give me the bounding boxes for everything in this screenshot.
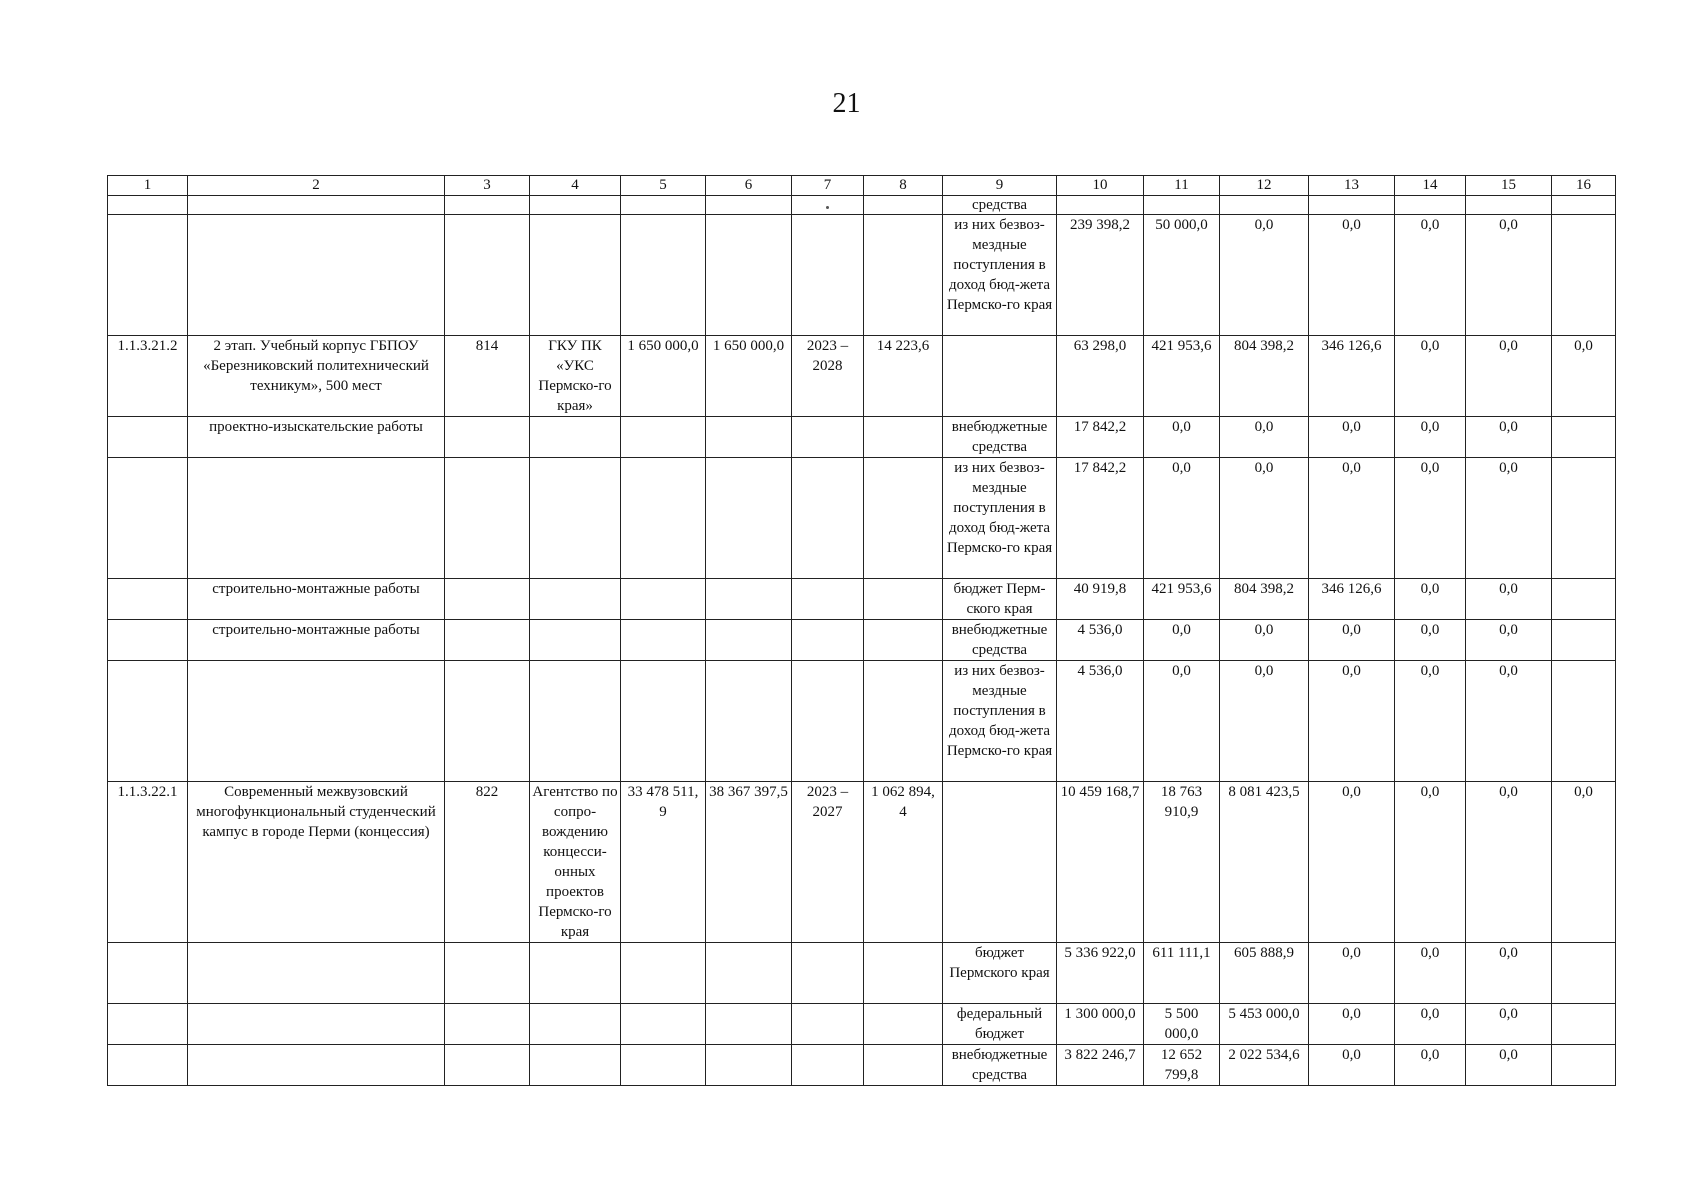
funding-source-cell: бюджет Пермского края	[943, 943, 1057, 1004]
column-header: 5	[621, 176, 706, 196]
amount-cell: 10 459 168,7	[1057, 782, 1144, 943]
responsible-cell: Агентство по сопро-вождению концесси-онных проектов Пермско-го края	[530, 782, 621, 943]
amount-cell: 4 536,0	[1057, 661, 1144, 782]
amount-cell: 0,0	[1395, 417, 1466, 458]
period-cell: 2023 – 2027	[792, 782, 864, 943]
amount-cell: 346 126,6	[1309, 336, 1395, 417]
amount-cell	[1466, 196, 1552, 215]
period-cell	[792, 661, 864, 782]
amount-cell: 63 298,0	[1057, 336, 1144, 417]
amount-cell	[1144, 196, 1220, 215]
code-cell: 814	[445, 336, 530, 417]
item-name-cell	[188, 215, 445, 336]
total-cost-cell	[706, 215, 792, 336]
responsible-cell	[530, 215, 621, 336]
total-cost-cell	[706, 620, 792, 661]
cost-cell	[621, 458, 706, 579]
total-cost-cell: 38 367 397,5	[706, 782, 792, 943]
period-cell	[792, 579, 864, 620]
amount-cell: 0,0	[1144, 620, 1220, 661]
amount-cell: 0,0	[1466, 1004, 1552, 1045]
amount-cell: 17 842,2	[1057, 458, 1144, 579]
responsible-cell: ГКУ ПК «УКС Пермско-го края»	[530, 336, 621, 417]
item-name-cell: строительно-монтажные работы	[188, 620, 445, 661]
amount-cell: 0,0	[1220, 417, 1309, 458]
amount-cell: 0,0	[1220, 661, 1309, 782]
amount-cell	[1552, 458, 1616, 579]
cost-cell: 1 650 000,0	[621, 336, 706, 417]
row-number-cell	[108, 943, 188, 1004]
amount-cell: 0,0	[1552, 782, 1616, 943]
table-row	[108, 215, 1616, 336]
funding-source-cell: средства	[943, 196, 1057, 215]
column-header: 11	[1144, 176, 1220, 196]
item-name-cell: строительно-монтажные работы	[188, 579, 445, 620]
table-row	[108, 336, 1616, 417]
funding-source-cell	[943, 782, 1057, 943]
funding-source-cell: из них безвоз-мездные поступления в доход бюд-жета Пермско-го края	[943, 215, 1057, 336]
column-header: 2	[188, 176, 445, 196]
spent-cell	[864, 661, 943, 782]
period-cell	[792, 196, 864, 215]
item-name-cell	[188, 661, 445, 782]
amount-cell: 0,0	[1395, 336, 1466, 417]
amount-cell: 0,0	[1309, 661, 1395, 782]
amount-cell: 0,0	[1309, 215, 1395, 336]
period-cell	[792, 1004, 864, 1045]
amount-cell	[1309, 196, 1395, 215]
code-cell	[445, 661, 530, 782]
amount-cell: 0,0	[1395, 1045, 1466, 1086]
funding-source-cell	[943, 336, 1057, 417]
spent-cell	[864, 215, 943, 336]
responsible-cell	[530, 417, 621, 458]
row-number-cell: 1.1.3.22.1	[108, 782, 188, 943]
dot-mark	[826, 206, 829, 209]
period-cell	[792, 620, 864, 661]
budget-table	[107, 175, 1616, 1086]
code-cell	[445, 1004, 530, 1045]
table-row	[108, 661, 1616, 782]
table-row	[108, 620, 1616, 661]
amount-cell: 0,0	[1395, 579, 1466, 620]
spent-cell	[864, 620, 943, 661]
amount-cell: 0,0	[1220, 458, 1309, 579]
amount-cell: 17 842,2	[1057, 417, 1144, 458]
funding-source-cell: из них безвоз-мездные поступления в доход бюд-жета Пермско-го края	[943, 458, 1057, 579]
amount-cell: 0,0	[1395, 458, 1466, 579]
amount-cell: 18 763 910,9	[1144, 782, 1220, 943]
amount-cell: 1 300 000,0	[1057, 1004, 1144, 1045]
amount-cell: 8 081 423,5	[1220, 782, 1309, 943]
responsible-cell	[530, 661, 621, 782]
cost-cell	[621, 579, 706, 620]
responsible-cell	[530, 943, 621, 1004]
amount-cell: 0,0	[1220, 215, 1309, 336]
code-cell	[445, 620, 530, 661]
amount-cell: 0,0	[1220, 620, 1309, 661]
funding-source-cell: бюджет Перм-ского края	[943, 579, 1057, 620]
column-header: 13	[1309, 176, 1395, 196]
amount-cell: 804 398,2	[1220, 336, 1309, 417]
cost-cell	[621, 1004, 706, 1045]
amount-cell: 40 919,8	[1057, 579, 1144, 620]
code-cell	[445, 215, 530, 336]
period-cell	[792, 215, 864, 336]
column-header: 12	[1220, 176, 1309, 196]
amount-cell	[1552, 215, 1616, 336]
amount-cell: 0,0	[1395, 620, 1466, 661]
column-header: 10	[1057, 176, 1144, 196]
cost-cell	[621, 943, 706, 1004]
spent-cell	[864, 1004, 943, 1045]
cost-cell	[621, 1045, 706, 1086]
table-row	[108, 943, 1616, 1004]
amount-cell	[1552, 943, 1616, 1004]
spent-cell	[864, 579, 943, 620]
amount-cell: 0,0	[1466, 661, 1552, 782]
funding-source-cell: внебюджетные средства	[943, 417, 1057, 458]
total-cost-cell: 1 650 000,0	[706, 336, 792, 417]
responsible-cell	[530, 196, 621, 215]
amount-cell: 0,0	[1395, 1004, 1466, 1045]
total-cost-cell	[706, 196, 792, 215]
amount-cell	[1220, 196, 1309, 215]
spent-cell	[864, 1045, 943, 1086]
column-header: 14	[1395, 176, 1466, 196]
total-cost-cell	[706, 943, 792, 1004]
item-name-cell	[188, 1045, 445, 1086]
amount-cell: 0,0	[1466, 620, 1552, 661]
item-name-cell: проектно-изыскательские работы	[188, 417, 445, 458]
amount-cell	[1552, 661, 1616, 782]
cost-cell	[621, 215, 706, 336]
column-header: 4	[530, 176, 621, 196]
period-cell	[792, 458, 864, 579]
funding-source-cell: федеральный бюджет	[943, 1004, 1057, 1045]
amount-cell: 0,0	[1309, 458, 1395, 579]
row-number-cell: 1.1.3.21.2	[108, 336, 188, 417]
table-row	[108, 782, 1616, 943]
code-cell	[445, 196, 530, 215]
amount-cell: 0,0	[1309, 1045, 1395, 1086]
amount-cell: 0,0	[1552, 336, 1616, 417]
period-cell	[792, 417, 864, 458]
cost-cell	[621, 620, 706, 661]
column-header: 9	[943, 176, 1057, 196]
item-name-cell	[188, 196, 445, 215]
amount-cell: 0,0	[1466, 943, 1552, 1004]
funding-source-cell: из них безвоз-мездные поступления в доход бюд-жета Пермско-го края	[943, 661, 1057, 782]
row-number-cell	[108, 1045, 188, 1086]
amount-cell: 0,0	[1466, 417, 1552, 458]
row-number-cell	[108, 661, 188, 782]
code-cell	[445, 417, 530, 458]
amount-cell: 0,0	[1466, 336, 1552, 417]
amount-cell: 0,0	[1144, 417, 1220, 458]
amount-cell: 0,0	[1466, 782, 1552, 943]
column-header: 1	[108, 176, 188, 196]
amount-cell: 0,0	[1395, 782, 1466, 943]
code-cell	[445, 458, 530, 579]
amount-cell: 0,0	[1309, 943, 1395, 1004]
total-cost-cell	[706, 458, 792, 579]
amount-cell: 0,0	[1466, 579, 1552, 620]
amount-cell: 3 822 246,7	[1057, 1045, 1144, 1086]
total-cost-cell	[706, 1045, 792, 1086]
cost-cell	[621, 417, 706, 458]
spent-cell	[864, 417, 943, 458]
row-number-cell	[108, 1004, 188, 1045]
total-cost-cell	[706, 579, 792, 620]
amount-cell: 421 953,6	[1144, 579, 1220, 620]
column-header: 7	[792, 176, 864, 196]
responsible-cell	[530, 1004, 621, 1045]
row-number-cell	[108, 417, 188, 458]
column-header-row	[108, 176, 1616, 196]
cost-cell	[621, 196, 706, 215]
spent-cell: 1 062 894, 4	[864, 782, 943, 943]
amount-cell: 0,0	[1309, 782, 1395, 943]
column-header: 3	[445, 176, 530, 196]
code-cell	[445, 1045, 530, 1086]
responsible-cell	[530, 579, 621, 620]
spent-cell	[864, 943, 943, 1004]
amount-cell: 0,0	[1395, 215, 1466, 336]
amount-cell: 50 000,0	[1144, 215, 1220, 336]
amount-cell: 0,0	[1466, 215, 1552, 336]
amount-cell: 0,0	[1309, 620, 1395, 661]
amount-cell: 605 888,9	[1220, 943, 1309, 1004]
item-name-cell	[188, 943, 445, 1004]
code-cell	[445, 579, 530, 620]
amount-cell: 5 500 000,0	[1144, 1004, 1220, 1045]
amount-cell: 5 336 922,0	[1057, 943, 1144, 1004]
table-row	[108, 458, 1616, 579]
item-name-cell: 2 этап. Учебный корпус ГБПОУ «Березниковский политехнический техникум», 500 мест	[188, 336, 445, 417]
amount-cell: 0,0	[1144, 458, 1220, 579]
amount-cell	[1552, 620, 1616, 661]
amount-cell: 346 126,6	[1309, 579, 1395, 620]
amount-cell: 2 022 534,6	[1220, 1045, 1309, 1086]
spent-cell	[864, 458, 943, 579]
table-row	[108, 417, 1616, 458]
amount-cell	[1552, 1045, 1616, 1086]
total-cost-cell	[706, 1004, 792, 1045]
cost-cell: 33 478 511, 9	[621, 782, 706, 943]
amount-cell: 611 111,1	[1144, 943, 1220, 1004]
amount-cell: 0,0	[1309, 417, 1395, 458]
row-number-cell	[108, 620, 188, 661]
table-row	[108, 579, 1616, 620]
table-body	[108, 176, 1616, 1086]
row-number-cell	[108, 579, 188, 620]
spent-cell: 14 223,6	[864, 336, 943, 417]
total-cost-cell	[706, 661, 792, 782]
row-number-cell	[108, 458, 188, 579]
column-header: 15	[1466, 176, 1552, 196]
amount-cell	[1552, 1004, 1616, 1045]
table-row	[108, 196, 1616, 215]
total-cost-cell	[706, 417, 792, 458]
table-row	[108, 1004, 1616, 1045]
amount-cell: 804 398,2	[1220, 579, 1309, 620]
item-name-cell: Современный межвузовский многофункциональный студенческий кампус в городе Перми (концессия)	[188, 782, 445, 943]
amount-cell: 5 453 000,0	[1220, 1004, 1309, 1045]
cost-cell	[621, 661, 706, 782]
amount-cell	[1552, 417, 1616, 458]
column-header: 6	[706, 176, 792, 196]
amount-cell: 4 536,0	[1057, 620, 1144, 661]
amount-cell: 0,0	[1395, 661, 1466, 782]
amount-cell: 0,0	[1309, 1004, 1395, 1045]
table-row	[108, 1045, 1616, 1086]
item-name-cell	[188, 1004, 445, 1045]
amount-cell	[1552, 579, 1616, 620]
responsible-cell	[530, 620, 621, 661]
spent-cell	[864, 196, 943, 215]
amount-cell: 421 953,6	[1144, 336, 1220, 417]
amount-cell: 0,0	[1395, 943, 1466, 1004]
amount-cell: 239 398,2	[1057, 215, 1144, 336]
period-cell: 2023 – 2028	[792, 336, 864, 417]
code-cell	[445, 943, 530, 1004]
row-number-cell	[108, 196, 188, 215]
amount-cell: 12 652 799,8	[1144, 1045, 1220, 1086]
amount-cell: 0,0	[1144, 661, 1220, 782]
responsible-cell	[530, 458, 621, 579]
amount-cell	[1057, 196, 1144, 215]
code-cell: 822	[445, 782, 530, 943]
funding-source-cell: внебюджетные средства	[943, 1045, 1057, 1086]
page-number: 21	[832, 88, 861, 119]
funding-source-cell: внебюджетные средства	[943, 620, 1057, 661]
column-header: 8	[864, 176, 943, 196]
amount-cell: 0,0	[1466, 1045, 1552, 1086]
amount-cell: 0,0	[1466, 458, 1552, 579]
period-cell	[792, 943, 864, 1004]
column-header: 16	[1552, 176, 1616, 196]
row-number-cell	[108, 215, 188, 336]
amount-cell	[1552, 196, 1616, 215]
responsible-cell	[530, 1045, 621, 1086]
period-cell	[792, 1045, 864, 1086]
amount-cell	[1395, 196, 1466, 215]
item-name-cell	[188, 458, 445, 579]
